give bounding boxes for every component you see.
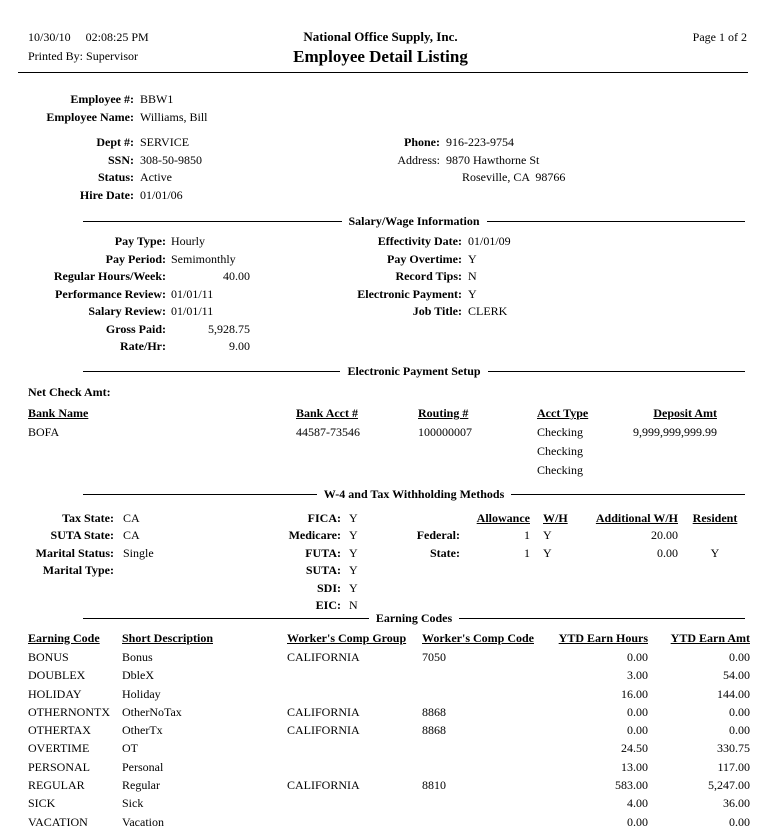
salary-field-value	[171, 268, 328, 286]
comp-group-cell: CALIFORNIA	[287, 650, 360, 664]
allowance-cell: 1	[524, 545, 530, 560]
bank-table-row	[28, 442, 750, 461]
salary-field-value	[171, 233, 328, 251]
bank-acct-header: Bank Acct #	[296, 406, 359, 420]
printed-by: Supervisor	[86, 49, 139, 63]
comp-group-cell	[287, 813, 422, 831]
ytd-hours-header: YTD Earn Hours	[558, 631, 648, 645]
earning-code-cell: REGULAR	[28, 778, 85, 793]
earning-code-cell: DOUBLEX	[28, 668, 86, 683]
w4-flag-row	[250, 545, 380, 562]
allowance-header: Allowance	[476, 511, 530, 525]
salary-text-value: Hourly	[171, 234, 205, 248]
salary-field-label: Rate/Hr:	[120, 339, 166, 353]
earning-code-cell: SICK	[28, 796, 56, 811]
ytd-hours-cell: 583.00	[615, 778, 648, 793]
w4-state-value: CA	[123, 528, 140, 543]
w4-row-label: State:	[430, 545, 460, 560]
ytd-amt-cell: 0.00	[729, 650, 750, 664]
earning-code-cell: HOLIDAY	[28, 686, 82, 701]
ytd-hours-cell: 13.00	[621, 759, 648, 774]
additional-wh-header: Additional W/H	[595, 511, 678, 525]
bank-table-row	[28, 461, 750, 480]
salary-numeric-value: 5,928.75	[208, 321, 250, 336]
header-center	[0, 29, 761, 67]
comp-group-cell	[287, 739, 422, 757]
employee-number-row	[28, 91, 358, 109]
earning-code-cell: OVERTIME	[28, 741, 90, 756]
dept-label: Dept #:	[96, 135, 134, 149]
salary-field-label: Electronic Payment:	[357, 286, 462, 301]
earnings-table-row	[28, 721, 750, 739]
salary-field-label: Effectivity Date:	[377, 234, 462, 248]
salary-field-row	[28, 286, 328, 304]
w4-state-row	[28, 510, 248, 527]
comp-code-cell: 8868	[422, 723, 446, 738]
salary-text-value: 01/01/11	[171, 286, 214, 301]
w4-section-title: W-4 and Tax Withholding Methods	[323, 486, 505, 501]
w4-flag-row	[250, 580, 380, 597]
deposit-amt-header: Deposit Amt	[653, 406, 717, 420]
divider-line	[487, 221, 746, 222]
address-label: Address:	[397, 152, 440, 167]
comp-code-cell	[422, 739, 545, 757]
routing-cell: 100000007	[418, 425, 472, 439]
w4-state-row	[28, 527, 248, 544]
ytd-amt-cell: 5,247.00	[708, 778, 750, 793]
wh-cell: Y	[543, 545, 552, 560]
ytd-hours-cell: 0.00	[627, 814, 648, 829]
w4-flag-value: Y	[349, 545, 358, 560]
w4-flags-column	[250, 510, 380, 614]
divider-line	[459, 618, 745, 619]
earning-code-cell: VACATION	[28, 814, 88, 829]
ytd-hours-cell: 4.00	[627, 796, 648, 811]
short-description-cell: Regular	[122, 778, 160, 793]
address-line2: Roseville, CA 98766	[462, 170, 566, 184]
comp-code-cell	[422, 758, 545, 776]
employee-name-label: Employee Name:	[46, 109, 134, 124]
deposit-amt-cell	[625, 442, 717, 461]
salary-field-label: Pay Period:	[105, 251, 166, 266]
w4-state-label: Tax State:	[62, 511, 114, 525]
bank-name-header: Bank Name	[28, 406, 89, 420]
salary-field-row	[340, 286, 640, 304]
salary-left-column	[28, 233, 328, 356]
w4-flag-label: Medicare:	[288, 528, 341, 543]
address-city-row	[340, 169, 680, 187]
comp-code-cell	[422, 685, 545, 703]
ytd-amt-cell: 0.00	[729, 723, 750, 738]
ytd-hours-cell: 0.00	[627, 723, 648, 738]
resident-cell: Y	[710, 545, 720, 560]
earning-code-cell: OTHERNONTX	[28, 704, 110, 719]
w4-state-value: CA	[123, 511, 140, 525]
employee-name-value: Williams, Bill	[140, 109, 208, 124]
hire-date-value: 01/01/06	[140, 187, 183, 202]
wh-header: W/H	[543, 511, 568, 525]
earnings-table-row	[28, 739, 750, 757]
acct-type-cell: Checking	[537, 425, 583, 439]
w4-flag-row	[250, 562, 380, 579]
short-description-cell: OtherTx	[122, 723, 163, 738]
printed-by-label: Printed By:	[28, 49, 84, 63]
header-rule	[18, 72, 748, 73]
bank-name-cell	[28, 442, 296, 461]
w4-flag-value: Y	[349, 563, 358, 578]
w4-table-body	[404, 527, 752, 562]
earnings-table-row	[28, 794, 750, 812]
employee-identity-block	[28, 91, 358, 126]
salary-section-title: Salary/Wage Information	[348, 213, 480, 228]
short-description-cell: OT	[122, 741, 138, 756]
divider-line	[83, 618, 369, 619]
ytd-amt-cell: 330.75	[717, 741, 750, 756]
salary-field-row	[28, 268, 328, 286]
status-row	[28, 169, 328, 187]
comp-group-cell: CALIFORNIA	[287, 723, 360, 738]
salary-field-label: Pay Type:	[114, 234, 166, 248]
earnings-table-row	[28, 758, 750, 776]
ssn-label: SSN:	[107, 152, 134, 167]
salary-field-row	[28, 251, 328, 269]
ytd-amt-header: YTD Earn Amt	[670, 631, 750, 645]
employee-number-value: BBW1	[140, 92, 174, 106]
comp-group-cell: CALIFORNIA	[287, 778, 360, 793]
divider-line	[83, 221, 342, 222]
salary-field-label: Performance Review:	[55, 286, 166, 301]
ytd-amt-cell: 0.00	[729, 814, 750, 829]
w4-flag-row	[250, 510, 380, 527]
salary-field-label: Regular Hours/Week:	[53, 269, 166, 283]
comp-code-cell	[422, 794, 545, 812]
comp-code-cell: 8810	[422, 778, 446, 793]
earnings-table-row	[28, 776, 750, 794]
dept-value: SERVICE	[140, 135, 190, 149]
acct-type-header: Acct Type	[537, 406, 589, 420]
ytd-hours-cell: 0.00	[627, 650, 648, 664]
comp-group-cell	[287, 666, 422, 684]
w4-row-label-spacer	[404, 510, 460, 527]
salary-field-value	[171, 251, 328, 269]
comp-group-cell	[287, 794, 422, 812]
earning-code-cell: BONUS	[28, 650, 69, 664]
comp-group-cell	[287, 758, 422, 776]
w4-state-row	[28, 562, 248, 579]
page-title: Employee Detail Listing	[293, 47, 468, 66]
divider-line	[488, 371, 745, 372]
comp-group-cell: CALIFORNIA	[287, 704, 360, 719]
hire-date-row	[28, 187, 328, 205]
w4-withholding-table	[404, 510, 752, 562]
ytd-amt-cell: 117.00	[717, 759, 750, 774]
employee-contact-block	[340, 134, 680, 187]
ytd-hours-cell: 0.00	[627, 704, 648, 719]
salary-field-label: Gross Paid:	[105, 321, 166, 336]
salary-field-row	[340, 251, 640, 269]
earning-code-header: Earning Code	[28, 631, 100, 645]
hire-date-label: Hire Date:	[79, 187, 134, 202]
earnings-table-header	[28, 629, 750, 647]
salary-field-value	[171, 286, 328, 304]
earnings-section-divider	[83, 609, 745, 627]
print-time: 02:08:25 PM	[85, 30, 149, 44]
resident-header: Resident	[692, 511, 738, 525]
print-date: 10/30/10	[28, 30, 71, 44]
phone-row	[340, 134, 680, 152]
comp-code-cell	[422, 813, 545, 831]
ytd-hours-cell: 24.50	[621, 741, 648, 756]
salary-field-value: Y	[468, 286, 477, 301]
salary-field-row	[340, 268, 640, 286]
earnings-table-row	[28, 648, 750, 666]
ytd-hours-cell: 16.00	[621, 686, 648, 701]
bank-table-header	[28, 404, 717, 423]
earnings-table-row	[28, 666, 750, 684]
wh-cell: Y	[543, 528, 552, 543]
payment-section-divider	[83, 362, 745, 380]
salary-field-label: Record Tips:	[395, 269, 462, 283]
short-description-cell: DbleX	[122, 668, 154, 683]
salary-field-label: Job Title:	[412, 304, 462, 318]
address-row	[340, 152, 680, 170]
comp-group-header: Worker's Comp Group	[287, 631, 407, 645]
w4-flag-label: FUTA:	[305, 545, 341, 560]
w4-table-row	[404, 527, 752, 544]
bank-name-cell	[28, 461, 296, 480]
w4-flag-label: SUTA:	[305, 563, 341, 578]
earnings-table-body	[28, 648, 750, 831]
comp-group-cell	[287, 685, 422, 703]
earnings-section-title: Earning Codes	[375, 610, 453, 625]
bank-acct-cell	[296, 442, 418, 461]
bank-table-row	[28, 423, 750, 442]
allowance-cell: 1	[524, 528, 530, 543]
acct-type-cell: Checking	[537, 444, 583, 458]
comp-code-cell: 8868	[422, 704, 446, 719]
salary-text-value: Semimonthly	[171, 251, 236, 266]
page-number: Page 1 of 2	[692, 30, 747, 44]
net-check-amt-label: Net Check Amt:	[28, 385, 111, 399]
short-description-cell: Sick	[122, 796, 144, 811]
salary-field-value: 01/01/09	[468, 234, 511, 248]
employee-number-label: Employee #:	[70, 92, 134, 106]
routing-cell	[418, 442, 537, 461]
w4-flag-label: EIC:	[315, 598, 341, 613]
ssn-value: 308-50-9850	[140, 152, 202, 167]
ytd-amt-cell: 54.00	[723, 668, 750, 683]
salary-right-column	[340, 233, 640, 321]
w4-state-column	[28, 510, 248, 580]
comp-code-cell: 7050	[422, 650, 446, 664]
salary-field-row	[340, 303, 640, 321]
w4-state-label: Marital Status:	[35, 545, 114, 560]
earnings-table-row	[28, 703, 750, 721]
ytd-amt-cell: 144.00	[717, 686, 750, 701]
salary-numeric-value: 9.00	[229, 339, 250, 353]
salary-field-value: CLERK	[468, 304, 508, 318]
resident-cell	[678, 527, 752, 544]
additional-wh-cell: 20.00	[651, 528, 678, 543]
salary-field-row	[28, 303, 328, 321]
bank-name-cell: BOFA	[28, 425, 60, 439]
address-label-spacer	[340, 169, 440, 187]
w4-state-row	[28, 545, 248, 562]
salary-field-value	[171, 321, 328, 339]
payment-section-title: Electronic Payment Setup	[347, 363, 481, 378]
short-description-cell: Holiday	[122, 686, 161, 701]
ytd-amt-cell: 36.00	[723, 796, 750, 811]
w4-state-label: SUTA State:	[50, 528, 114, 543]
w4-section-divider	[83, 485, 745, 503]
dept-row	[28, 134, 328, 152]
bank-acct-cell: 44587-73546	[296, 425, 360, 439]
salary-field-value: N	[468, 269, 477, 283]
short-description-header: Short Description	[122, 631, 213, 645]
w4-flag-value: Y	[349, 511, 358, 525]
w4-row-label: Federal:	[416, 528, 460, 543]
divider-line	[511, 494, 745, 495]
salary-numeric-value: 40.00	[223, 269, 250, 283]
salary-field-row	[28, 233, 328, 251]
earnings-table-row	[28, 813, 750, 831]
employee-detail-block	[28, 134, 328, 204]
short-description-cell: OtherNoTax	[122, 704, 182, 719]
salary-field-value	[171, 303, 328, 321]
phone-label: Phone:	[404, 135, 440, 149]
salary-field-value	[171, 338, 328, 356]
w4-state-value	[123, 562, 248, 579]
short-description-cell: Vacation	[122, 814, 164, 829]
w4-flag-label: SDI:	[316, 580, 341, 595]
additional-wh-cell: 0.00	[657, 545, 678, 560]
status-label: Status:	[97, 170, 134, 184]
comp-code-header: Worker's Comp Code	[422, 631, 534, 645]
comp-code-cell	[422, 666, 545, 684]
salary-field-value: Y	[468, 251, 477, 266]
w4-flag-value: Y	[349, 580, 358, 595]
salary-field-row	[28, 321, 328, 339]
acct-type-cell: Checking	[537, 463, 583, 477]
ytd-amt-cell: 0.00	[729, 704, 750, 719]
w4-flag-value: Y	[349, 528, 358, 543]
employee-name-row	[28, 109, 358, 127]
w4-flag-value: N	[349, 598, 358, 613]
salary-field-row	[340, 233, 640, 251]
salary-field-label: Salary Review:	[88, 304, 166, 318]
routing-header: Routing #	[418, 406, 469, 420]
earning-code-cell: PERSONAL	[28, 759, 91, 774]
bank-acct-cell	[296, 461, 418, 480]
ytd-hours-cell: 3.00	[627, 668, 648, 683]
w4-state-value: Single	[123, 545, 154, 560]
ssn-row	[28, 152, 328, 170]
salary-section-divider	[83, 212, 745, 230]
divider-line	[83, 371, 340, 372]
w4-table-header	[404, 510, 752, 527]
salary-field-label: Pay Overtime:	[387, 251, 462, 266]
w4-flag-label: FICA:	[307, 511, 341, 525]
deposit-amt-cell	[625, 461, 717, 480]
phone-value: 916-223-9754	[446, 135, 514, 149]
short-description-cell: Bonus	[122, 650, 153, 664]
company-name: National Office Supply, Inc.	[303, 29, 458, 44]
salary-text-value: 01/01/11	[171, 304, 214, 318]
w4-state-label: Marital Type:	[42, 563, 114, 578]
earning-code-cell: OTHERTAX	[28, 723, 91, 738]
address-line1: 9870 Hawthorne St	[446, 152, 540, 167]
divider-line	[83, 494, 317, 495]
status-value: Active	[140, 170, 172, 184]
earnings-table-row	[28, 685, 750, 703]
routing-cell	[418, 461, 537, 480]
w4-table-row	[404, 545, 752, 562]
bank-table-body	[28, 423, 750, 480]
w4-flag-row	[250, 527, 380, 544]
salary-field-row	[28, 338, 328, 356]
deposit-amt-cell: 9,999,999,999.99	[633, 425, 717, 439]
short-description-cell: Personal	[122, 759, 164, 774]
